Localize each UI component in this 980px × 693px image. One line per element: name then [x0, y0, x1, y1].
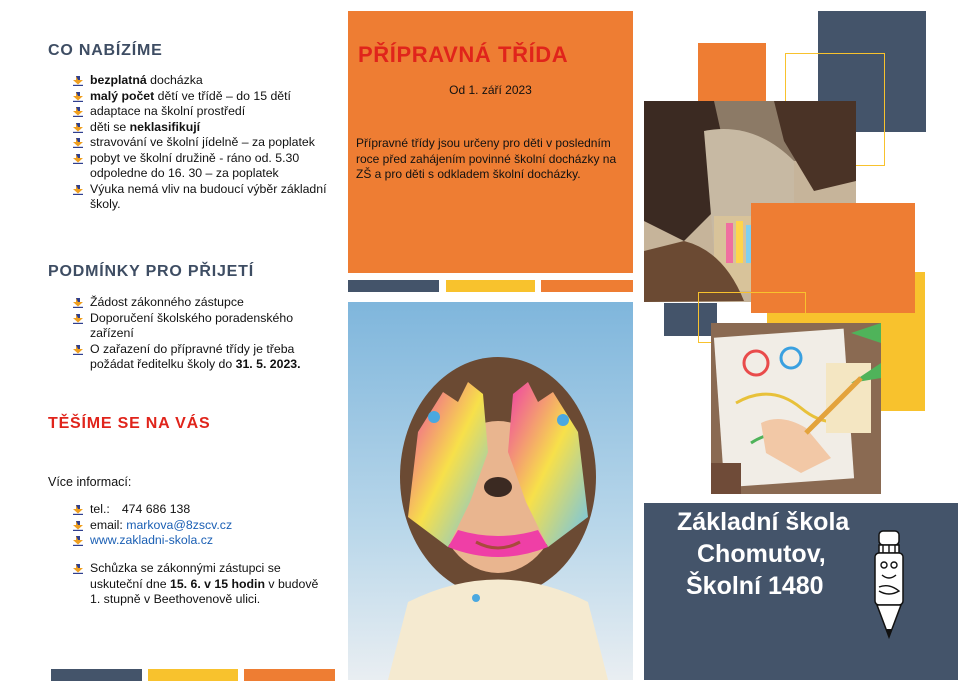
list-item: O zařazení do přípravné třídy je třeba požádat ředitelku školy do 31. 5. 2023. — [69, 342, 319, 373]
welcome-heading: TĚŠÍME SE NA VÁS — [48, 415, 211, 432]
list-item — [69, 533, 329, 549]
bullet-arrow-icon — [73, 185, 83, 195]
phone-number: 474 686 138 — [121, 502, 191, 516]
bullet-arrow-icon — [73, 138, 83, 148]
class-description: Přípravné třídy jsou určeny pro děti v posledním roce před zahájením povinné školní docházky na ZŠ a pro děti s odkladem školní docházky. — [356, 136, 617, 181]
list-item: děti se neklasifikují — [69, 120, 329, 136]
strip-yellow — [446, 280, 535, 292]
pencil-mascot-icon — [869, 525, 909, 645]
bullet-arrow-icon — [73, 536, 83, 546]
list-item: adaptace na školní prostředí — [69, 104, 329, 120]
email-link[interactable]: markova@8zscv.cz — [126, 517, 233, 532]
conditions-heading: PODMÍNKY PRO PŘIJETÍ — [48, 263, 254, 280]
strip-orange — [244, 669, 335, 681]
child-painted-hands-photo — [348, 302, 633, 680]
list-item: tel.: 474 686 138 — [69, 502, 329, 518]
meeting-list — [69, 561, 324, 608]
bullet-arrow-icon — [73, 76, 83, 86]
list-item: bezplatná docházka — [69, 73, 329, 89]
list-item: Schůzka se zákonnými zástupci se uskuteční dne 15. 6. v 15 hodin v budově 1. stupně v Beethovenově ulici. — [69, 561, 324, 608]
strip-navy — [51, 669, 142, 681]
bullet-arrow-icon — [73, 107, 83, 117]
conditions-list — [69, 295, 319, 373]
list-item: stravování ve školní jídelně – za poplatek — [69, 135, 329, 151]
offer-list — [69, 73, 329, 213]
contact-list — [69, 502, 329, 549]
bullet-arrow-icon — [73, 505, 83, 515]
list-item: malý počet dětí ve třídě – do 15 dětí — [69, 89, 329, 105]
bullet-arrow-icon — [73, 564, 83, 574]
class-title: PŘÍPRAVNÁ TŘÍDA — [358, 42, 569, 67]
list-item: email: markova@8zscv.cz — [69, 518, 329, 534]
strip-yellow — [148, 669, 238, 681]
offer-heading: CO NABÍZÍME — [48, 42, 163, 59]
child-drawing-photo — [711, 323, 881, 494]
list-item: pobyt ve školní družině - ráno od. 5.30 odpoledne do 16. 30 – za poplatek — [69, 151, 329, 182]
school-name-line2: Chomutov, — [697, 540, 826, 568]
website-link[interactable]: www.zakladni-skola.cz — [90, 533, 214, 547]
bullet-arrow-icon — [73, 92, 83, 102]
bullet-arrow-icon — [73, 298, 83, 308]
bullet-arrow-icon — [73, 345, 83, 355]
bullet-arrow-icon — [73, 123, 83, 133]
school-name-line1: Základní škola — [677, 508, 850, 536]
bullet-arrow-icon — [73, 314, 83, 324]
list-item: Žádost zákonného zástupce — [69, 295, 319, 311]
strip-orange — [541, 280, 633, 292]
list-item: Doporučení školského poradenského zařízení — [69, 311, 319, 342]
school-name-line3: Školní 1480 — [686, 572, 824, 600]
bullet-arrow-icon — [73, 154, 83, 164]
bullet-arrow-icon — [73, 521, 83, 531]
strip-navy — [348, 280, 439, 292]
deco-block-orange — [698, 43, 766, 103]
list-item: Výuka nemá vliv na budoucí výběr základní školy. — [69, 182, 329, 213]
class-start-date: Od 1. září 2023 — [449, 83, 532, 97]
contact-intro: Více informací: — [48, 475, 132, 489]
